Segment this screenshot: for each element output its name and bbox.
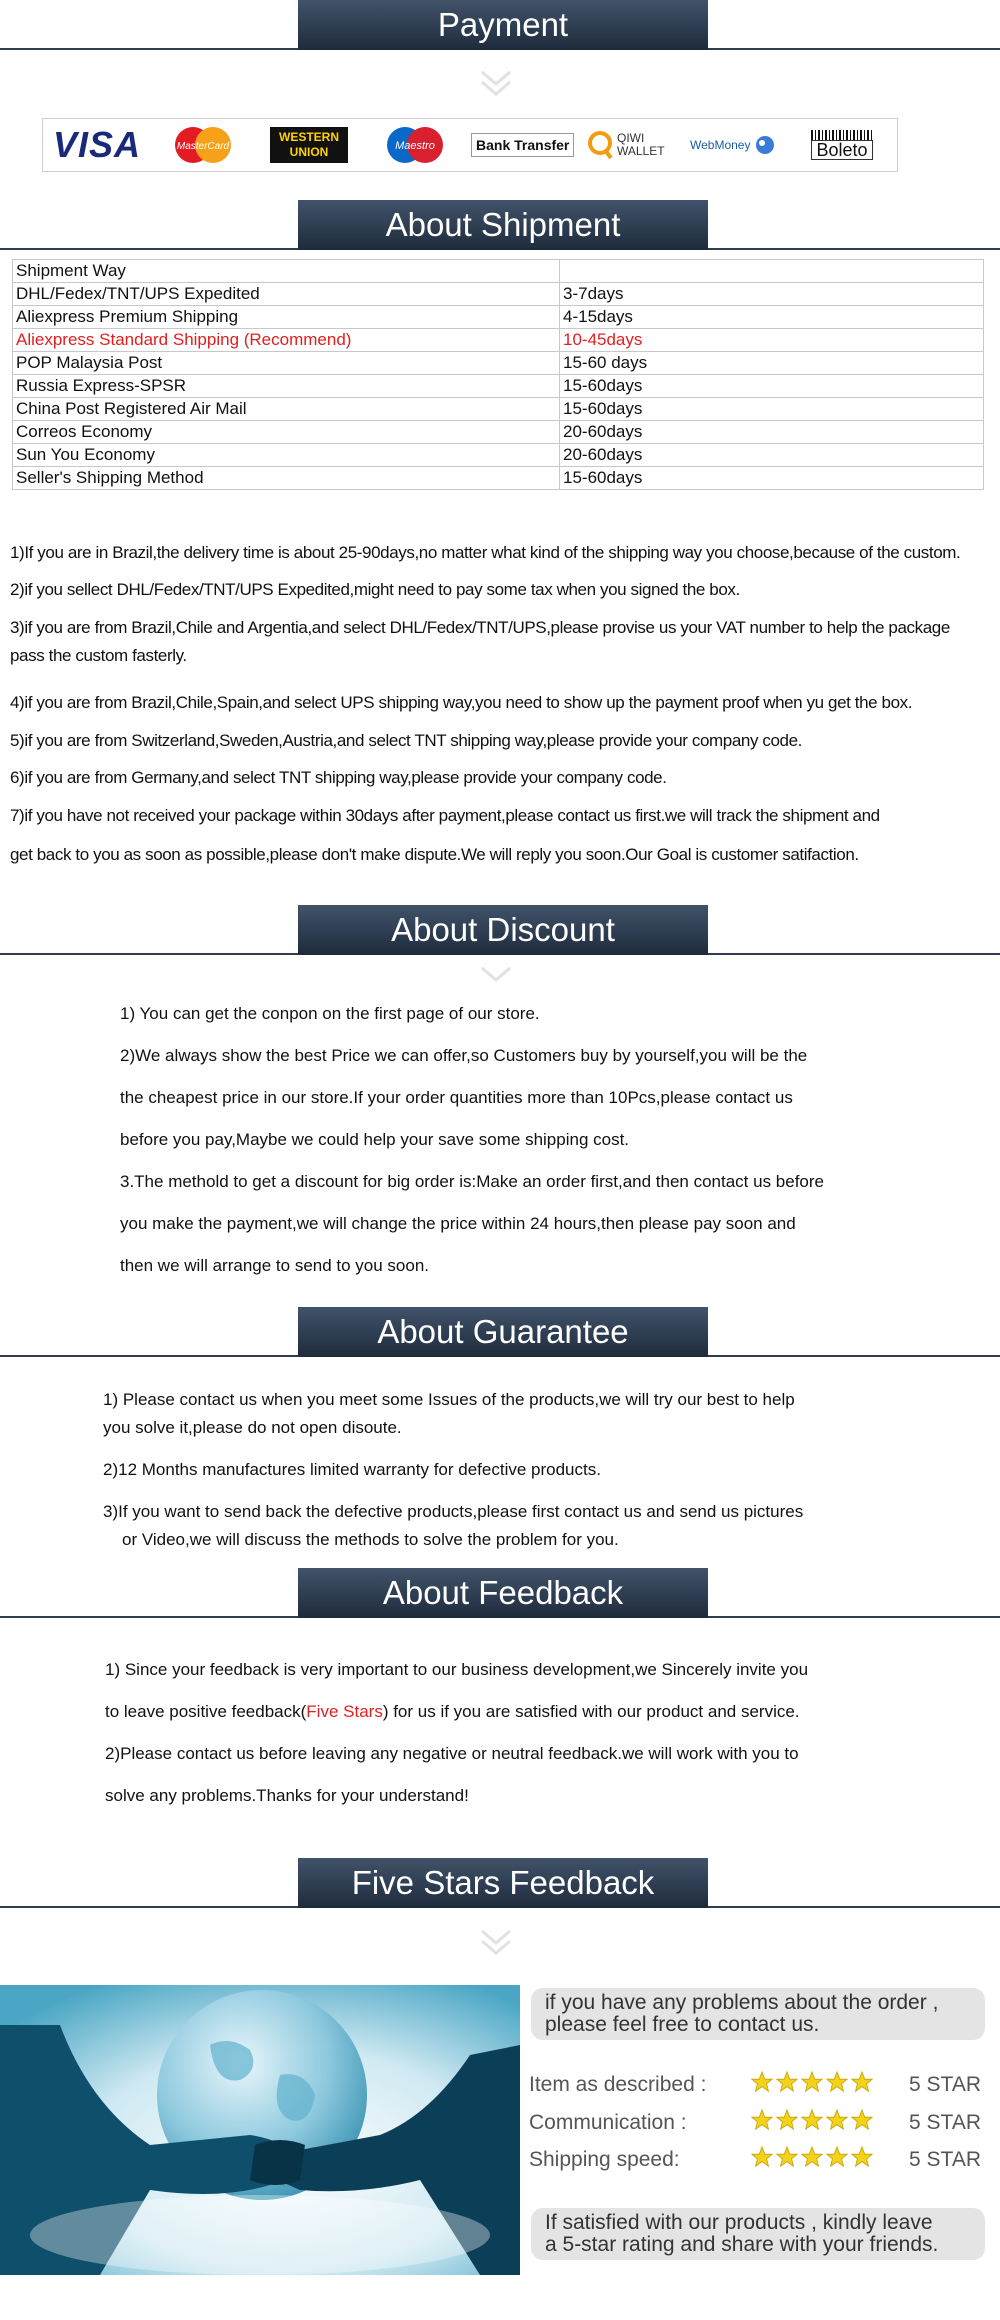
star-icon: [801, 2146, 823, 2168]
table-row: Seller's Shipping Method 15-60days: [13, 467, 984, 490]
shipment-header: [0, 200, 1000, 250]
payment-methods-strip: [42, 118, 898, 172]
star-icon: [851, 2071, 873, 2093]
qiwi-wallet-logo: QIWI WALLET: [587, 119, 677, 171]
star-icon: [776, 2146, 798, 2168]
star-icon: [751, 2109, 773, 2131]
rating-item-as-described: Item as described : 5 STAR: [529, 2073, 981, 2096]
star-icon: [801, 2109, 823, 2131]
svg-text:MasterCard: MasterCard: [176, 141, 230, 152]
star-icon: [826, 2146, 848, 2168]
western-union-logo: WESTERN UNION: [270, 119, 350, 171]
star-icon: [751, 2146, 773, 2168]
five-star-icons: [751, 2071, 873, 2093]
table-row: China Post Registered Air Mail 15-60days: [13, 398, 984, 421]
bank-transfer-logo: Bank Transfer: [471, 119, 575, 171]
visa-logo: VISA: [53, 124, 142, 165]
rating-shipping-speed: Shipping speed: 5 STAR: [529, 2148, 981, 2171]
chevron-down-icon: [478, 66, 514, 102]
handshake-globe-image: [0, 1985, 520, 2275]
chevron-down-icon: [478, 1925, 514, 1961]
star-icon: [826, 2071, 848, 2093]
table-header-row: Shipment Way: [13, 260, 984, 283]
table-row: Russia Express-SPSR 15-60days: [13, 375, 984, 398]
contact-bubble: if you have any problems about the order , please feel free to contact us.: [531, 1988, 985, 2040]
shipment-title: About Shipment: [298, 200, 708, 250]
table-row: DHL/Fedex/TNT/UPS Expedited 3-7days: [13, 283, 984, 306]
svg-text:Maestro: Maestro: [395, 140, 435, 152]
star-icon: [776, 2071, 798, 2093]
star-icon: [851, 2109, 873, 2131]
discount-header: [0, 905, 1000, 955]
rating-communication: Communication : 5 STAR: [529, 2111, 981, 2134]
table-row: POP Malaysia Post 15-60 days: [13, 352, 984, 375]
feedback-header: [0, 1568, 1000, 1618]
five-star-request-bubble: If satisfied with our products , kindly leave a 5-star rating and share with your friends.: [531, 2208, 985, 2260]
table-row: Sun You Economy 20-60days: [13, 444, 984, 467]
discount-title: About Discount: [298, 905, 708, 955]
star-icon: [776, 2109, 798, 2131]
star-icon: [801, 2071, 823, 2093]
chevron-down-icon: [478, 962, 514, 988]
five-stars-header: [0, 1858, 1000, 1908]
boleto-logo: Boleto: [811, 119, 891, 171]
table-row: Aliexpress Premium Shipping 4-15days: [13, 306, 984, 329]
payment-header: [0, 0, 1000, 50]
maestro-logo: [383, 119, 449, 171]
five-stars-highlight: Five Stars: [306, 1702, 383, 1721]
table-row: Correos Economy 20-60days: [13, 421, 984, 444]
webmoney-logo: WebMoney: [690, 119, 790, 171]
star-icon: [751, 2071, 773, 2093]
mastercard-logo: [171, 119, 237, 171]
feedback-line-2: to leave positive feedback(Five Stars) for us if you are satisfied with our product and service.: [105, 1702, 800, 1721]
five-stars-title: Five Stars Feedback: [298, 1858, 708, 1908]
guarantee-title: About Guarantee: [298, 1307, 708, 1357]
payment-title: Payment: [298, 0, 708, 50]
star-icon: [851, 2146, 873, 2168]
star-icon: [826, 2109, 848, 2131]
five-star-icons: [751, 2146, 873, 2168]
feedback-title: About Feedback: [298, 1568, 708, 1618]
guarantee-header: [0, 1307, 1000, 1357]
shipment-table: [12, 259, 984, 490]
five-star-icons: [751, 2109, 873, 2131]
table-row-recommended: Aliexpress Standard Shipping (Recommend) 10-45days: [13, 329, 984, 352]
